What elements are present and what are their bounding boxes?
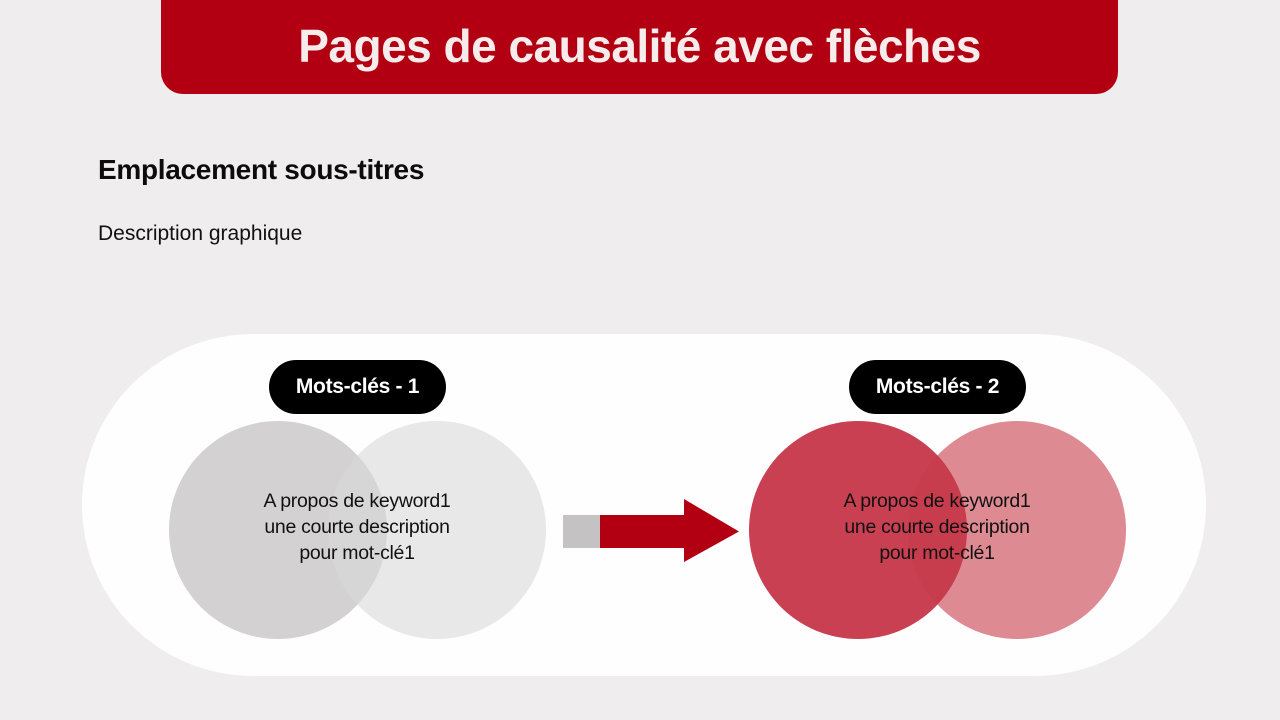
cause-line-1: A propos de keyword1 bbox=[263, 490, 451, 512]
cause-line-3: pour mot-clé1 bbox=[299, 542, 415, 564]
subtitle: Emplacement sous-titres bbox=[98, 154, 425, 185]
cause-description bbox=[227, 488, 487, 566]
page-title: Pages de causalité avec flèches bbox=[298, 20, 981, 72]
description: Description graphique bbox=[98, 222, 303, 245]
effect-description bbox=[807, 488, 1067, 566]
effect-line-3: pour mot-clé1 bbox=[879, 542, 995, 564]
keyword-badge-1: Mots-clés - 1 bbox=[269, 360, 446, 414]
arrow-right-icon bbox=[563, 498, 741, 564]
cause-line-2: une courte description bbox=[264, 516, 450, 538]
title-banner bbox=[161, 0, 1118, 94]
effect-line-1: A propos de keyword1 bbox=[843, 490, 1031, 512]
keyword-badge-2: Mots-clés - 2 bbox=[849, 360, 1026, 414]
effect-line-2: une courte description bbox=[844, 516, 1030, 538]
